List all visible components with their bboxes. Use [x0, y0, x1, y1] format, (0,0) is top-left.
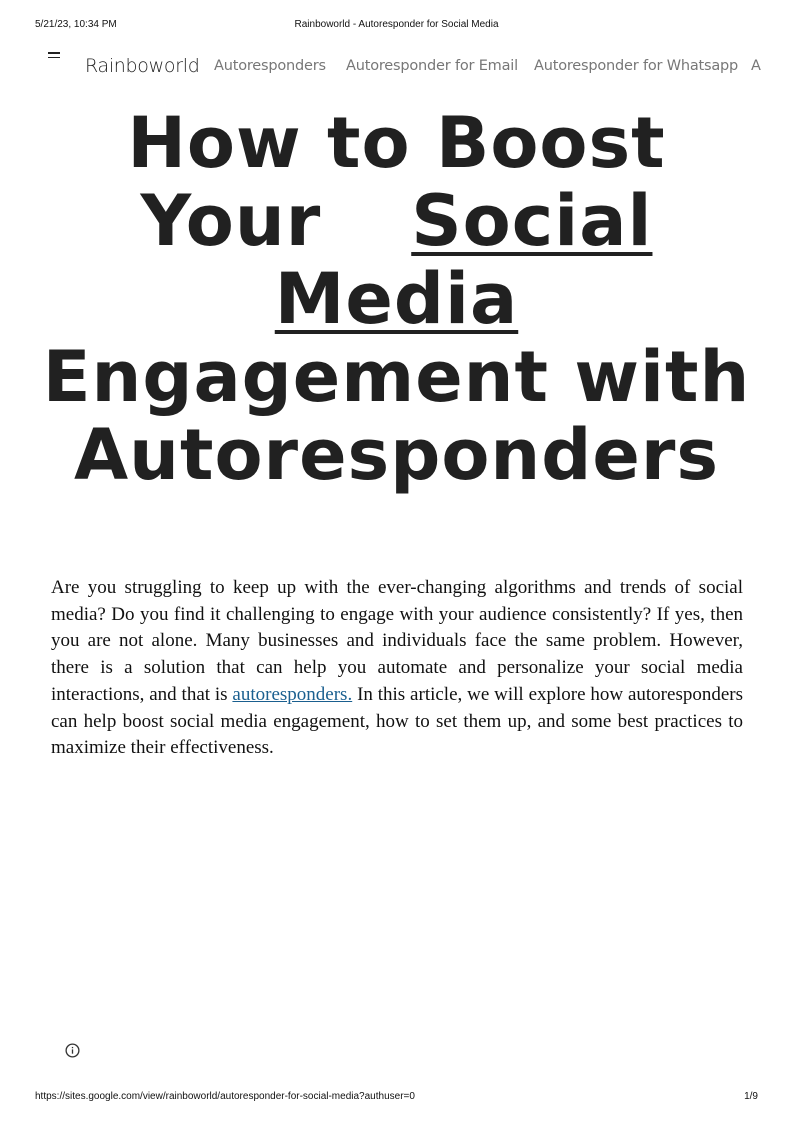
nav-link-autoresponder-whatsapp[interactable]: Autoresponder for Whatsapp [534, 58, 739, 74]
print-footer [0, 1091, 793, 1105]
nav-link-truncated[interactable]: A [751, 58, 761, 74]
nav-link-autoresponder-email[interactable]: Autoresponder for Email [346, 58, 518, 74]
hamburger-menu-icon[interactable] [48, 52, 60, 62]
print-datetime: 5/21/23, 10:34 PM [35, 19, 117, 30]
page-title [40, 104, 753, 494]
print-page-title: Rainboworld - Autoresponder for Social Media [294, 19, 499, 30]
menu-icon-bar-top [48, 52, 60, 54]
info-icon[interactable] [65, 1043, 80, 1058]
title-word-your: Your [140, 180, 322, 262]
site-navigation [0, 46, 793, 86]
title-line-1: How to Boost [127, 102, 666, 184]
page-indicator: 1/9 [744, 1091, 758, 1102]
print-header [0, 19, 793, 33]
intro-paragraph [51, 575, 743, 762]
menu-icon-bar-bottom [48, 57, 60, 59]
autoresponders-link[interactable]: autoresponders. [232, 683, 353, 705]
site-brand-link[interactable]: Rainboworld [85, 55, 200, 77]
title-link-media[interactable]: Media [274, 258, 519, 340]
nav-link-autoresponders[interactable]: Autoresponders [214, 58, 326, 74]
title-line-5: Autoresponders [73, 414, 720, 496]
info-icon-svg [65, 1043, 80, 1058]
intro-text-after-link: In this article, we will explore how autoresponders can help boost social media engagement, how to set them up, and some best practices to maximize their effectiveness. [51, 683, 743, 759]
title-line-4: Engagement with [42, 336, 751, 418]
print-url: https://sites.google.com/view/rainboworld/autoresponder-for-social-media?authuser=0 [35, 1091, 415, 1102]
title-link-social[interactable]: Social [411, 180, 653, 262]
title-line-2 [40, 182, 753, 260]
title-line-3 [40, 260, 753, 338]
intro-text-before-link: Are you struggling to keep up with the ever-changing algorithms and trends of social media? Do you find it challenging to engage with your audience consistently? If yes, then you are not alone. Many businesses and individuals face the same problem. However, there is a solution that can help you automate and personalize your social media interactions, and that is [51, 577, 743, 705]
